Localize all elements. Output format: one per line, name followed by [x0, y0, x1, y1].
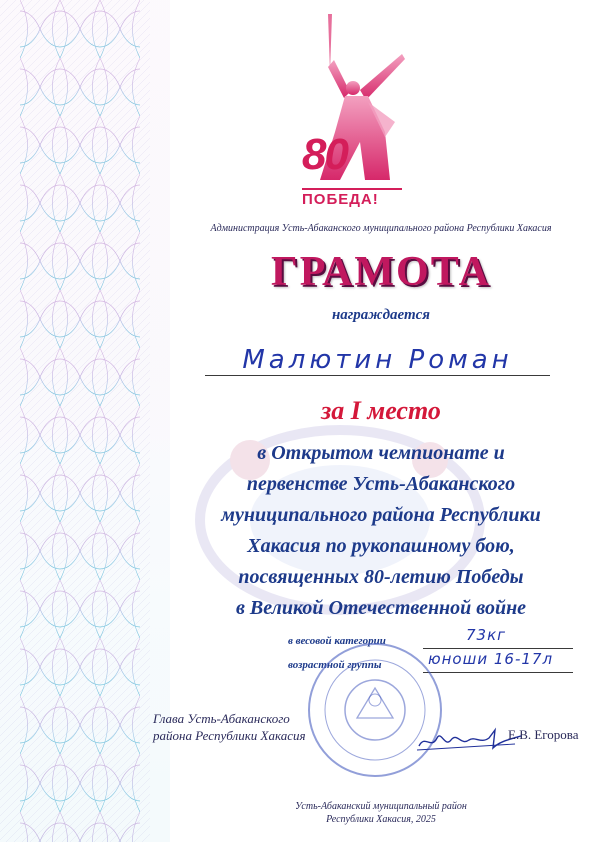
age-underline	[423, 672, 573, 673]
logo-number: 80	[302, 130, 347, 179]
weight-underline	[423, 648, 573, 649]
logo-word: ПОБЕДА!	[302, 188, 402, 208]
description-line: Хакасия по рукопашному бою,	[247, 535, 515, 557]
description-line: посвященных 80-летию Победы	[238, 566, 524, 588]
signer-position-line: района Республики Хакасия	[153, 728, 306, 743]
certificate-title: ГРАМОТА	[271, 249, 491, 295]
signer-name: Е.В. Егорова	[508, 727, 579, 742]
age-group-value: юноши 16-17л	[428, 650, 554, 668]
signer-position	[153, 710, 306, 744]
official-seal-icon	[305, 640, 445, 780]
description-line: муниципального района Республики	[221, 504, 541, 526]
victory-80-logo	[290, 12, 410, 212]
signer-position-line: Глава Усть-Абаканского	[153, 711, 290, 726]
weight-category-label: в весовой категории	[288, 635, 386, 647]
description-line: первенстве Усть-Абаканского	[246, 473, 516, 495]
footer-line: Усть-Абаканский муниципальный район	[295, 801, 467, 812]
administration-header: Администрация Усть-Абаканского муниципального района Республики Хакасия	[210, 223, 552, 234]
weight-category-value: 73кг	[466, 626, 507, 644]
motherland-statue-icon	[290, 12, 410, 212]
award-place: за I место	[321, 396, 441, 425]
recipient-name: Малютин Роман	[242, 345, 513, 375]
awarded-label: награждается	[331, 307, 431, 323]
recipient-underline	[205, 375, 550, 376]
age-group-label: возрастной группы	[288, 659, 382, 671]
description-line: в Открытом чемпионате и	[257, 442, 505, 464]
footer	[150, 800, 612, 826]
description-line: в Великой Отечественной войне	[235, 597, 527, 619]
decorative-ornament	[0, 0, 170, 842]
award-description	[150, 438, 612, 624]
footer-line: Республики Хакасия, 2025	[326, 814, 436, 825]
